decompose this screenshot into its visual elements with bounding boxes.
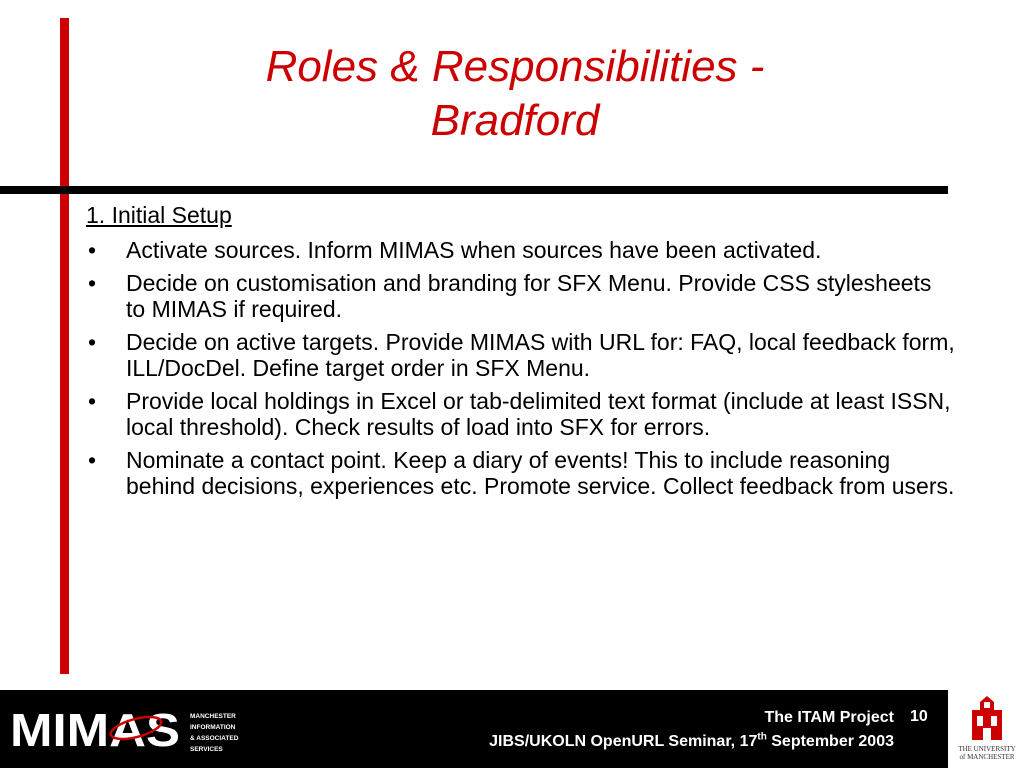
bullet-text: Decide on customisation and branding for SFX Menu. Provide CSS stylesheets to MIMAS if required. [126, 270, 932, 322]
slide-title-line-2: Bradford [430, 96, 600, 145]
bullet-list [86, 237, 956, 499]
bullet-text: Provide local holdings in Excel or tab-delimited text format (include at least ISSN, local threshold). Check results of load into SFX for errors. [126, 388, 951, 440]
mimas-wordmark: MIMAS [10, 704, 180, 756]
mimas-tagline-line: & ASSOCIATED [190, 735, 239, 742]
bullet-text: Decide on active targets. Provide MIMAS with URL for: FAQ, local feedback form, ILL/DocDel. Define target order in SFX Menu. [126, 329, 955, 381]
footer-project: The ITAM Project [764, 709, 894, 726]
footer-seminar-suffix: September 2003 [766, 733, 894, 750]
footer-seminar [489, 730, 894, 754]
bullet-text: Activate sources. Inform MIMAS when sources have been activated. [126, 237, 822, 263]
mimas-tagline-line: INFORMATION [190, 724, 236, 731]
slide-number: 10 [910, 708, 928, 725]
left-accent-bar [60, 18, 69, 674]
footer-seminar-sup: th [757, 731, 767, 743]
section-heading: 1. Initial Setup [86, 202, 232, 228]
mimas-tagline-line: SERVICES [190, 746, 223, 753]
bullet-item [86, 329, 956, 381]
bullet-icon: • [88, 237, 97, 263]
bullet-icon: • [88, 388, 97, 414]
mimas-logo [8, 702, 268, 758]
footer-bar [0, 690, 948, 768]
title-divider [0, 186, 948, 194]
bullet-icon: • [88, 270, 97, 296]
bullet-item [86, 237, 956, 263]
slide-title-line-1: Roles & Responsibilities - [265, 42, 765, 91]
bullet-item [86, 270, 956, 322]
bullet-text: Nominate a contact point. Keep a diary of events! This to include reasoning behind decisions, experiences etc. Promote service. Collect feedback from users. [126, 447, 955, 499]
bullet-icon: • [88, 447, 97, 473]
university-logo-line: THE UNIVERSITY [958, 745, 1016, 753]
bullet-icon: • [88, 329, 97, 355]
bullet-item [86, 447, 956, 499]
footer-seminar-prefix: JIBS/UKOLN OpenURL Seminar, 17 [489, 733, 758, 750]
footer-caption [489, 706, 894, 754]
mimas-tagline-line: MANCHESTER [190, 713, 236, 720]
university-logo-line: of MANCHESTER [959, 753, 1015, 761]
slide-title [90, 40, 940, 148]
slide-body [86, 202, 956, 506]
university-logo-text [952, 745, 1022, 761]
bullet-item [86, 388, 956, 440]
